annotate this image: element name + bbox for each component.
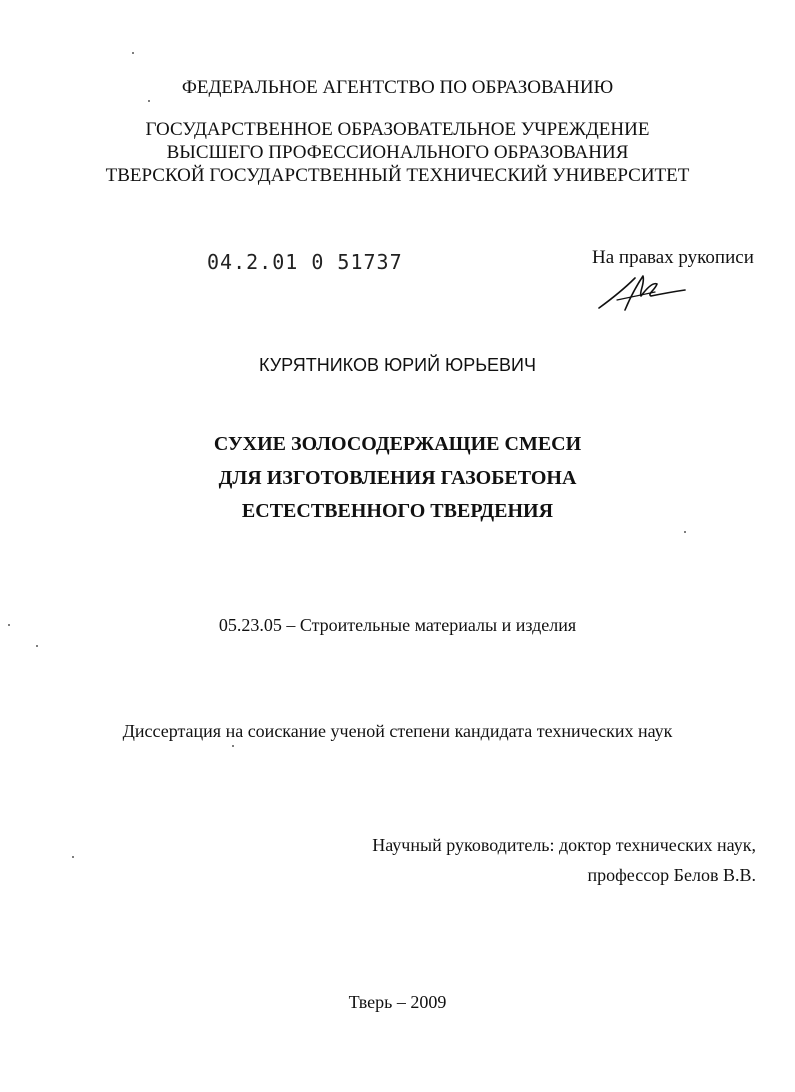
scan-speck xyxy=(8,624,10,626)
scan-speck xyxy=(232,745,234,747)
scan-speck xyxy=(72,856,74,858)
institution-line-1: ГОСУДАРСТВЕННОЕ ОБРАЗОВАТЕЛЬНОЕ УЧРЕЖДЕНИЕ xyxy=(145,119,650,140)
agency-heading: ФЕДЕРАЛЬНОЕ АГЕНТСТВО ПО ОБРАЗОВАНИЮ xyxy=(181,77,614,98)
library-stamp-number: 04.2.01 0 51737 xyxy=(207,250,403,274)
handwritten-signature xyxy=(595,270,690,315)
place-and-year: Тверь – 2009 xyxy=(348,992,447,1012)
scan-speck xyxy=(36,645,38,647)
scan-speck xyxy=(684,531,686,533)
thesis-title-line-3: ЕСТЕСТВЕННОГО ТВЕРДЕНИЯ xyxy=(241,500,554,522)
thesis-title-line-2: ДЛЯ ИЗГОТОВЛЕНИЯ ГАЗОБЕТОНА xyxy=(218,467,577,489)
thesis-title-line-1: СУХИЕ ЗОЛОСОДЕРЖАЩИЕ СМЕСИ xyxy=(213,433,582,455)
institution-line-3: ТВЕРСКОЙ ГОСУДАРСТВЕННЫЙ ТЕХНИЧЕСКИЙ УНИВЕРСИТЕТ xyxy=(105,165,690,186)
supervisor-line-2: профессор Белов В.В. xyxy=(587,865,756,885)
institution-line-2: ВЫСШЕГО ПРОФЕССИОНАЛЬНОГО ОБРАЗОВАНИЯ xyxy=(166,142,629,163)
degree-statement: Диссертация на соискание ученой степени кандидата технических наук xyxy=(122,721,673,741)
supervisor-line-1: Научный руководитель: доктор технических наук, xyxy=(372,835,756,855)
scan-speck xyxy=(132,52,134,54)
scan-speck xyxy=(148,100,150,102)
manuscript-rights-label: На правах рукописи xyxy=(592,247,754,268)
specialty-code: 05.23.05 – Строительные материалы и изделия xyxy=(218,615,577,635)
author-name: КУРЯТНИКОВ ЮРИЙ ЮРЬЕВИЧ xyxy=(259,355,536,375)
